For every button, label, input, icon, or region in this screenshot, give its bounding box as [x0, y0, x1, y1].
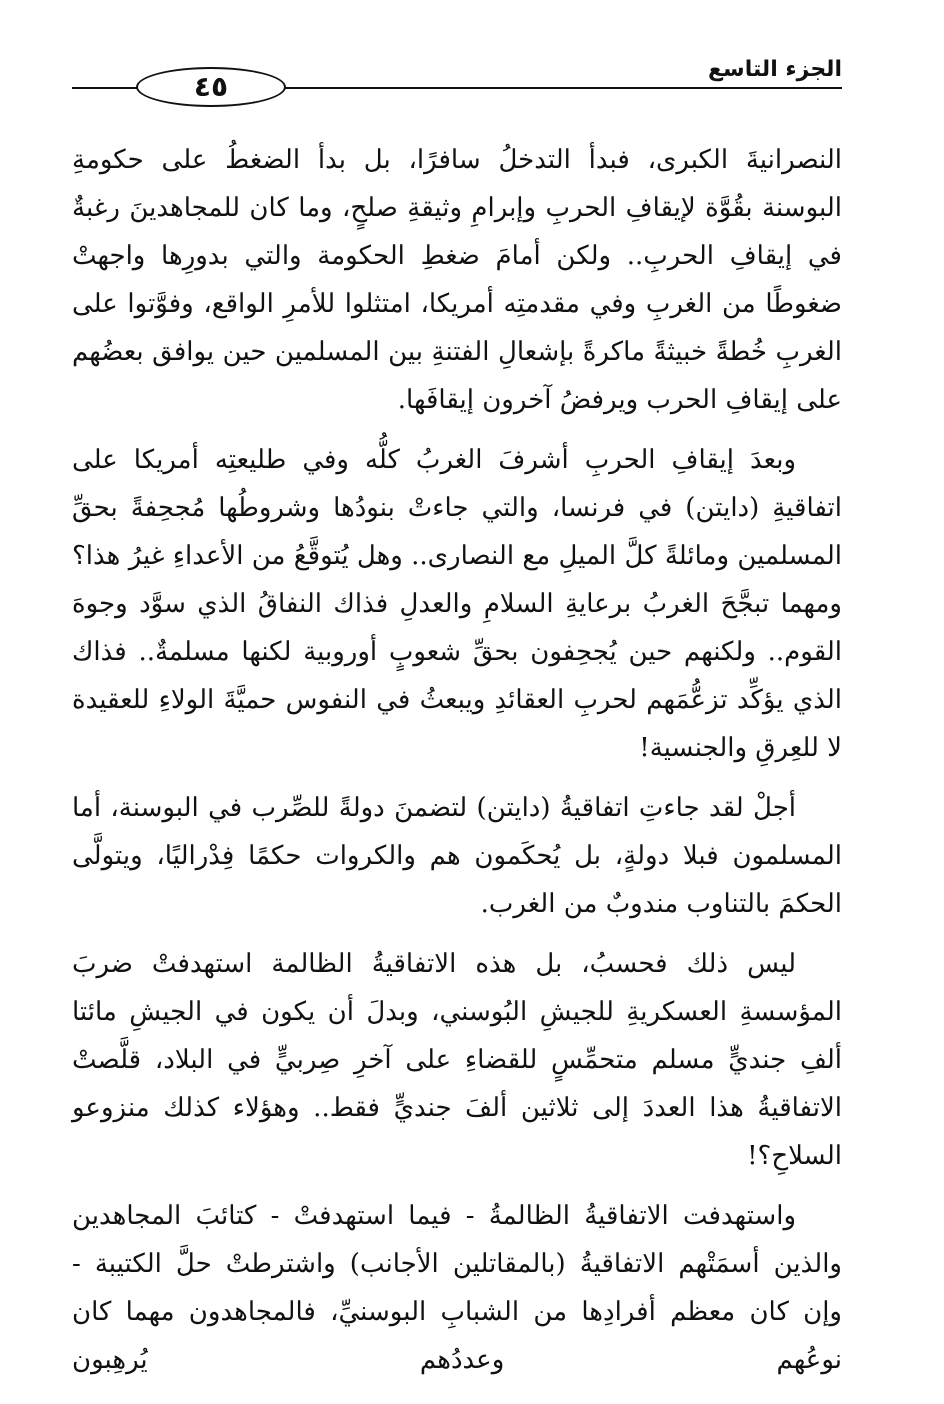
page-header	[72, 58, 842, 118]
running-head: الجزء التاسع	[698, 56, 842, 84]
page-number-oval	[136, 67, 286, 107]
paragraph-4: ليس ذلك فحسبُ، بل هذه الاتفاقيةُ الظالمة استهدفتْ ضربَ المؤسسةِ العسكريةِ للجيشِ البُوسني، وبدلَ أن يكون في الجيشِ مائتا ألفِ جنديٍّ مسلم متحمِّسٍ للقضاءِ على آخرِ صِربيٍّ في البلاد، قلَّصتْ الاتفاقيةُ هذا العددَ إلى ثلاثين ألفَ جنديٍّ فقط.. وهؤلاء كذلك منزوعو السلاحِ؟!	[72, 949, 842, 1171]
paragraph-2: وبعدَ إيقافِ الحربِ أشرفَ الغربُ كلُّه وفي طليعتِه أمريكا على اتفاقيةِ (دايتن) في فرنسا، والتي جاءتْ بنودُها وشروطُها مُجحِفةً بحقِّ المسلمين ومائلةً كلَّ الميلِ مع النصارى.. وهل يُتوقَّعُ من الأعداءِ غيرُ هذا؟ ومهما تبجَّحَ الغربُ برعايةِ السلامِ والعدلِ فذاك النفاقُ الذي سوَّد وجوهَ القوم.. ولكنهم حين يُجحِفون بحقِّ شعوبٍ أوروبية لكنها مسلمةٌ.. فذاك الذي يؤكِّد تزعُّمَهم لحربِ العقائدِ ويبعثُ في النفوس حميَّةَ الولاءِ للعقيدة لا للعِرقِ والجنسية!	[72, 445, 842, 763]
paragraph-1: النصرانيةَ الكبرى، فبدأ التدخلُ سافرًا، بل بدأ الضغطُ على حكومةِ البوسنة بقُوَّة لإيقافِ الحربِ وإبرامِ وثيقةِ صلحٍ، وما كان للمجاهدينَ رغبةٌ في إيقافِ الحربِ.. ولكن أمامَ ضغطِ الحكومة والتي بدورِها واجهتْ ضغوطًا من الغربِ وفي مقدمتِه أمريكا، امتثلوا للأمرِ الواقع، وفوَّتوا على الغربِ خُطةً خبيثةً ماكرةً بإشعالِ الفتنةِ بين المسلمين حين يوافق بعضُهم على إيقافِ الحرب ويرفضُ آخرون إيقافَها.	[72, 145, 842, 415]
page-number: ٤٥	[193, 70, 229, 103]
body-text	[72, 136, 842, 1396]
paragraph-5: واستهدفت الاتفاقيةُ الظالمةُ - فيما استهدفتْ - كتائبَ المجاهدين والذين أسمَتْهم الاتفاقيةُ (بالمقاتلين الأجانب) واشترطتْ حلَّ الكتيبة - وإن كان معظم أفرادِها من الشبابِ البوسنيِّ، فالمجاهدون مهما كان نوعُهم وعددُهم يُرهِبون	[72, 1201, 842, 1375]
paragraph-3: أجلْ لقد جاءتِ اتفاقيةُ (دايتن) لتضمنَ دولةً للصِّرب في البوسنة، أما المسلمون فبلا دولةٍ، بل يُحكَمون هم والكروات حكمًا فِدْراليًا، ويتولَّى الحكمَ بالتناوب مندوبٌ من الغرب.	[72, 793, 842, 919]
